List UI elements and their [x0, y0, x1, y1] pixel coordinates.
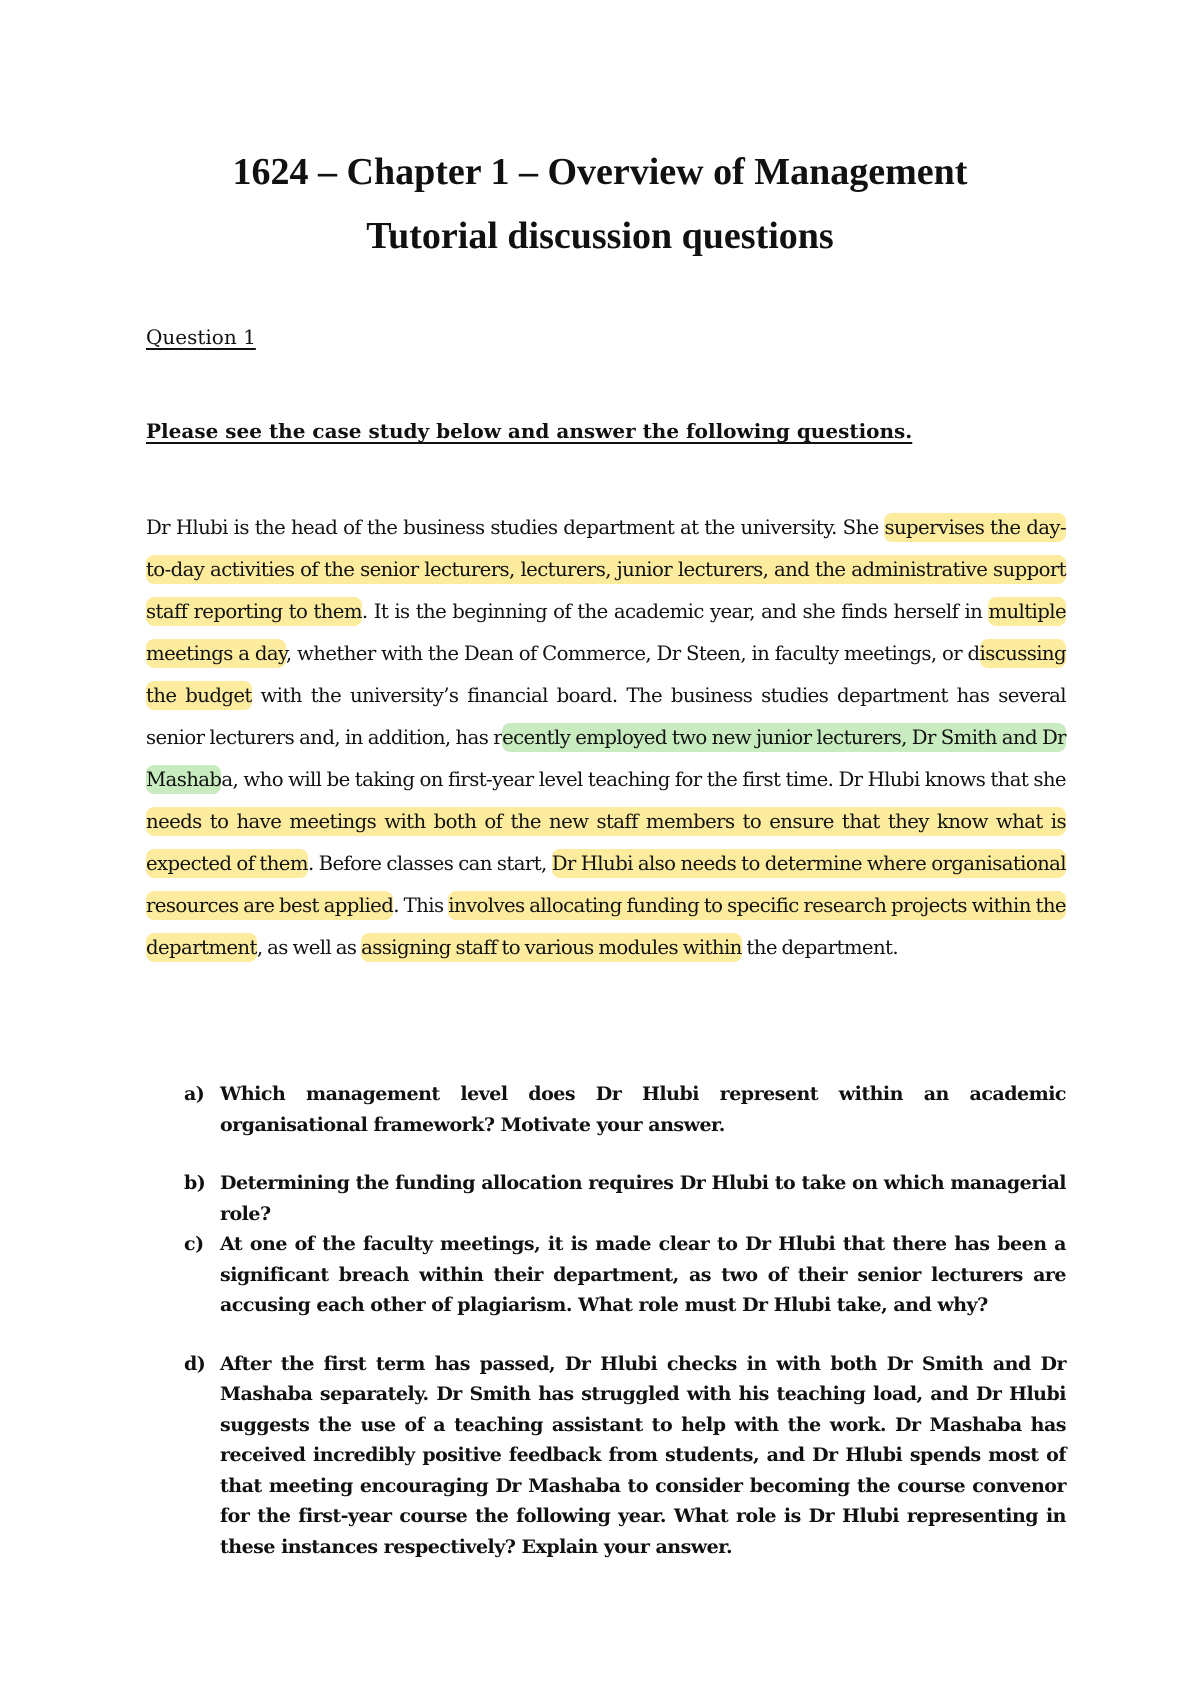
- case-text: Dr Hlubi is the head of the business studies department at the university. She: [146, 516, 885, 539]
- question-text: After the first term has passed, Dr Hlubi checks in with both Dr Smith and Dr Mashaba separately. Dr Smith has struggled with his teaching load, and Dr Hlubi suggests the use of a teaching assistant to help with the work. Dr Mashaba has received incredibly positive feedback from students, and Dr Hlubi spends most of that meeting encouraging Dr Mashaba to consider becoming the course convenor for the first-year course the following year. What role is Dr Hlubi representing in these instances respectively? Explain your answer.: [220, 1352, 1066, 1558]
- question-letter: a): [184, 1083, 205, 1105]
- case-text: the department.: [741, 936, 899, 959]
- highlight-yellow: needs to have meetings with both of the new staff members to ensure that they know what is expected of them: [146, 807, 1066, 878]
- case-text: , as well as: [256, 936, 362, 959]
- highlight-yellow: multiple meetings a day: [146, 597, 1066, 668]
- highlight-yellow: iscussing the budget: [146, 639, 1066, 710]
- question-letter: b): [184, 1172, 206, 1194]
- case-text: a, who will be taking on first-year level teaching for the first time. Dr Hlubi knows that she: [221, 768, 1066, 791]
- case-text: . Before classes can start,: [307, 852, 552, 875]
- question-text: Determining the funding allocation requires Dr Hlubi to take on which managerial role?: [220, 1172, 1066, 1225]
- highlight-yellow: involves allocating funding to specific research projects within the department: [146, 891, 1066, 962]
- question-item-a: [146, 1079, 1066, 1140]
- highlight-yellow: supervises the day-to-day activities of the senior lecturers, lecturers, junior lecturers, and the administrative support staff reporting to them: [146, 513, 1066, 626]
- case-text: with the university’s financial board. The business studies department has several senior lecturers and, in addition, has r: [146, 684, 1066, 749]
- question-letter: d): [184, 1352, 206, 1375]
- question-heading: Question 1: [146, 325, 256, 349]
- question-text: At one of the faculty meetings, it is made clear to Dr Hlubi that there has been a significant breach within their department, as two of their senior lecturers are accusing each other of plagiarism. What role must Dr Hlubi take, and why?: [220, 1233, 1066, 1316]
- title-line-1: 1624 – Chapter 1 – Overview of Management: [232, 151, 968, 193]
- case-text: . This: [393, 894, 449, 917]
- case-text: , whether with the Dean of Commerce, Dr Steen, in faculty meetings, or d: [285, 642, 980, 665]
- case-text: . It is the beginning of the academic year, and she finds herself in: [361, 600, 989, 623]
- highlight-yellow: Dr Hlubi also needs to determine where organisational resources are best applied: [146, 849, 1066, 920]
- question-item-d: [146, 1349, 1066, 1563]
- case-study-paragraph: [146, 507, 1066, 969]
- question-item-c: [146, 1229, 1066, 1321]
- question-letter: c): [184, 1233, 204, 1255]
- question-list: [146, 1079, 1066, 1562]
- highlight-green: ecently employed two new junior lecturers, Dr Smith and Dr Mashab: [146, 723, 1066, 794]
- highlight-yellow: assigning staff to various modules within: [361, 933, 742, 962]
- question-text: Which management level does Dr Hlubi represent within an academic organisational framework? Motivate your answer.: [220, 1083, 1066, 1136]
- instruction-heading: Please see the case study below and answer the following questions.: [146, 419, 913, 443]
- question-item-b: [146, 1168, 1066, 1229]
- document-title: [0, 140, 1200, 268]
- title-line-2: Tutorial discussion questions: [366, 215, 834, 257]
